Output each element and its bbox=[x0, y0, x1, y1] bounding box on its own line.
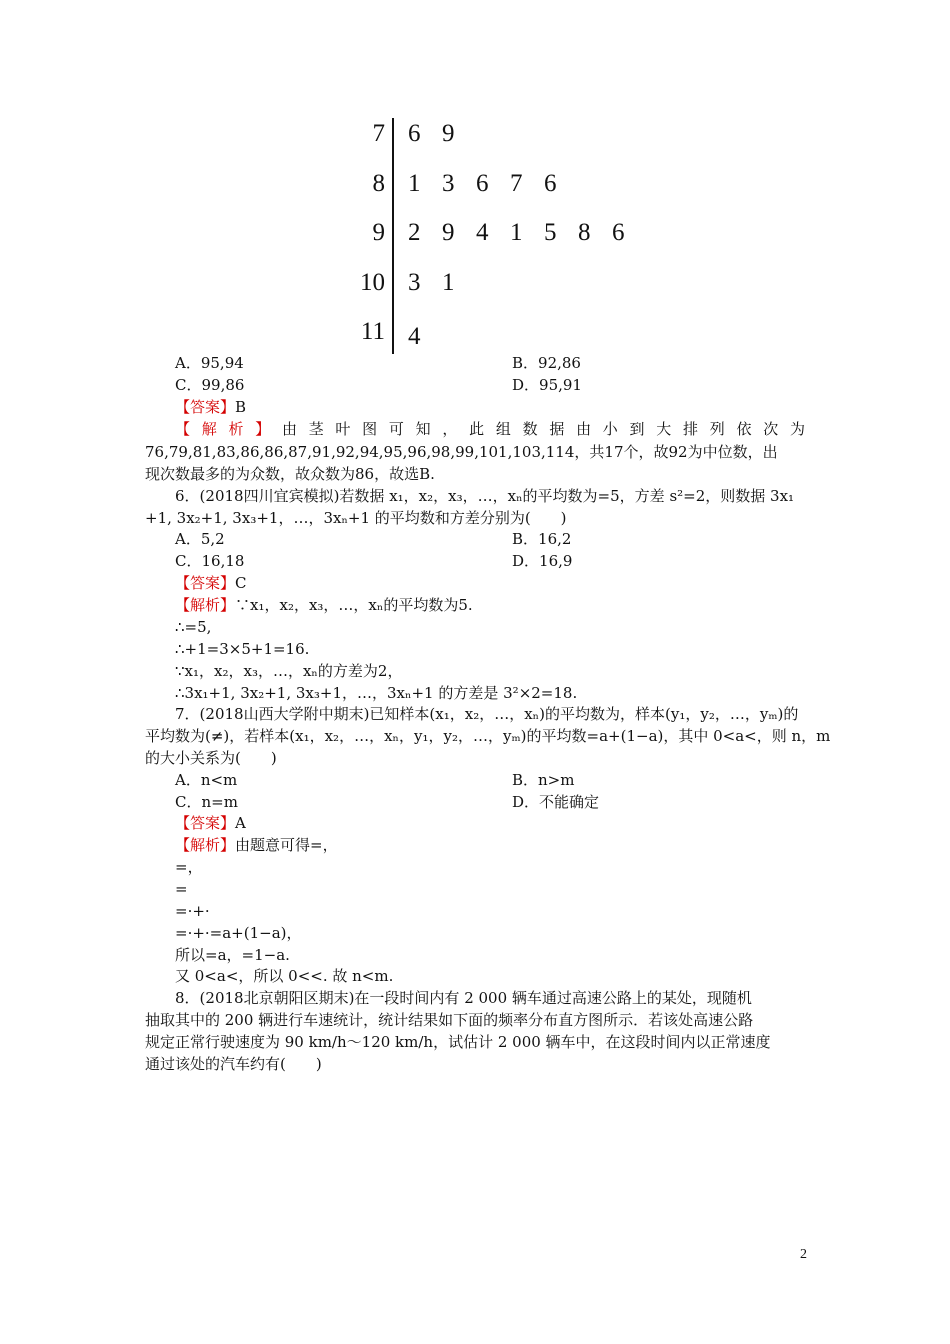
q8-stem-line-3: 规定正常行驶速度为 90 km/h～120 km/h，试估计 2 000 辆车中，在这段时间内以正常速度 bbox=[145, 1033, 771, 1051]
leaves bbox=[408, 263, 476, 303]
q6-option-b: B．16,2 bbox=[512, 530, 572, 548]
q5-analysis-line-2: 76,79,81,83,86,86,87,91,92,94,95,96,98,99,101,103,114，共17个，故92为中位数，出 bbox=[145, 443, 778, 461]
stem: 9 bbox=[372, 219, 385, 246]
q7-option-d: D．不能确定 bbox=[512, 793, 600, 811]
q5-analysis-line-1 bbox=[175, 419, 805, 440]
stem: 11 bbox=[360, 318, 385, 345]
leaf: 6 bbox=[612, 219, 625, 246]
analysis-text: 由茎叶图可知，此组数据由小到大排列依次为 bbox=[281, 420, 805, 438]
analysis-text: ∵x₁，x₂，x₃，…，xₙ的平均数为5. bbox=[235, 596, 473, 614]
leaf: 1 bbox=[408, 170, 421, 197]
leaf: 5 bbox=[544, 219, 557, 246]
q6-option-c: C．16,18 bbox=[175, 552, 245, 570]
leaf: 1 bbox=[510, 219, 523, 246]
q7-stem-line-3: 的大小关系为( ) bbox=[145, 749, 277, 767]
q8-stem-line-4: 通过该处的汽车约有( ) bbox=[145, 1055, 322, 1073]
stem: 8 bbox=[372, 170, 385, 197]
q5-option-b: B．92,86 bbox=[512, 354, 581, 372]
stem-leaf-divider bbox=[392, 118, 394, 354]
leaf: 2 bbox=[408, 219, 421, 246]
leaves bbox=[408, 164, 578, 204]
leaf: 6 bbox=[476, 170, 489, 197]
leaf: 6 bbox=[408, 120, 421, 147]
q7-analysis-line-1 bbox=[175, 835, 338, 856]
q7-stem-line-2: 平均数为(≠)，若样本(x₁，x₂，…，xₙ，y₁，y₂，…，yₘ)的平均数=a+(1−a)，其中 0<a<，则 n，m bbox=[145, 727, 831, 745]
analysis-tag: 【解析】 bbox=[175, 596, 236, 614]
q7-analysis-line-3: = bbox=[175, 880, 188, 898]
q7-stem-line-1: 7．(2018山西大学附中期末)已知样本(x₁，x₂，…，xₙ)的平均数为，样本(y₁，y₂，…，yₘ)的 bbox=[175, 705, 799, 723]
q7-analysis-line-5: =·+·=a+(1−a)， bbox=[175, 924, 302, 942]
stem: 10 bbox=[360, 269, 385, 296]
answer-tag: 【答案】 bbox=[175, 398, 236, 416]
leaf: 4 bbox=[476, 219, 489, 246]
q7-option-a: A．n<m bbox=[175, 771, 238, 789]
stem-leaf-plot bbox=[330, 112, 690, 354]
q5-answer bbox=[175, 397, 246, 418]
q5-option-c: C．99,86 bbox=[175, 376, 245, 394]
leaves bbox=[408, 213, 646, 253]
q6-option-d: D．16,9 bbox=[512, 552, 573, 570]
q5-option-d: D．95,91 bbox=[512, 376, 582, 394]
leaf: 8 bbox=[578, 219, 591, 246]
q6-answer bbox=[175, 573, 247, 594]
q7-analysis-line-2: =， bbox=[175, 858, 203, 876]
page-number: 2 bbox=[800, 1247, 807, 1262]
leaf: 7 bbox=[510, 170, 523, 197]
leaf: 9 bbox=[442, 219, 455, 246]
q7-option-b: B．n>m bbox=[512, 771, 575, 789]
q7-answer bbox=[175, 813, 246, 834]
leaf: 4 bbox=[408, 323, 421, 350]
answer-value: C bbox=[235, 574, 247, 592]
q8-stem-line-1: 8．(2018北京朝阳区期末)在一段时间内有 2 000 辆车通过高速公路上的某处，现随机 bbox=[175, 989, 752, 1007]
q6-analysis-line-5: ∴3x₁+1, 3x₂+1, 3x₃+1，…，3xₙ+1 的方差是 3²×2=18. bbox=[175, 684, 578, 702]
q5-option-a: A．95,94 bbox=[175, 354, 244, 372]
q6-analysis-line-4: ∵x₁，x₂，x₃，…，xₙ的方差为2， bbox=[175, 662, 403, 680]
leaves bbox=[408, 114, 476, 154]
q6-stem-line-2: +1, 3x₂+1, 3x₃+1，…，3xₙ+1 的平均数和方差分别为( ) bbox=[145, 509, 567, 527]
analysis-tag: 【解析】 bbox=[175, 836, 236, 854]
leaf: 9 bbox=[442, 120, 455, 147]
leaves bbox=[408, 317, 442, 357]
q5-analysis-line-3: 现次数最多的为众数，故众数为86，故选B. bbox=[145, 465, 435, 483]
q6-option-a: A．5,2 bbox=[175, 530, 225, 548]
answer-value: A bbox=[235, 814, 246, 832]
answer-value: B bbox=[235, 398, 247, 416]
leaf: 3 bbox=[408, 269, 421, 296]
q7-option-c: C．n=m bbox=[175, 793, 238, 811]
leaf: 1 bbox=[442, 269, 455, 296]
leaf: 3 bbox=[442, 170, 455, 197]
q7-analysis-line-7: 又 0<a<，所以 0<<. 故 n<m. bbox=[175, 967, 394, 985]
q7-analysis-line-6: 所以=a，=1−a. bbox=[175, 946, 290, 964]
q6-stem-line-1: 6．(2018四川宜宾模拟)若数据 x₁，x₂，x₃，…，xₙ的平均数为=5，方差 s²=2，则数据 3x₁ bbox=[175, 487, 795, 505]
q8-stem-line-2: 抽取其中的 200 辆进行车速统计，统计结果如下面的频率分布直方图所示．若该处高速公路 bbox=[145, 1011, 754, 1029]
q6-analysis-line-1 bbox=[175, 595, 473, 616]
q7-analysis-line-4: =·+· bbox=[175, 902, 210, 920]
q6-analysis-line-3: ∴+1=3×5+1=16. bbox=[175, 640, 310, 658]
stem: 7 bbox=[372, 120, 385, 147]
answer-tag: 【答案】 bbox=[175, 574, 236, 592]
analysis-tag: 【解析】 bbox=[175, 420, 282, 438]
q6-analysis-line-2: ∴=5, bbox=[175, 618, 212, 636]
leaf: 6 bbox=[544, 170, 557, 197]
analysis-text: 由题意可得=， bbox=[235, 836, 338, 854]
answer-tag: 【答案】 bbox=[175, 814, 236, 832]
